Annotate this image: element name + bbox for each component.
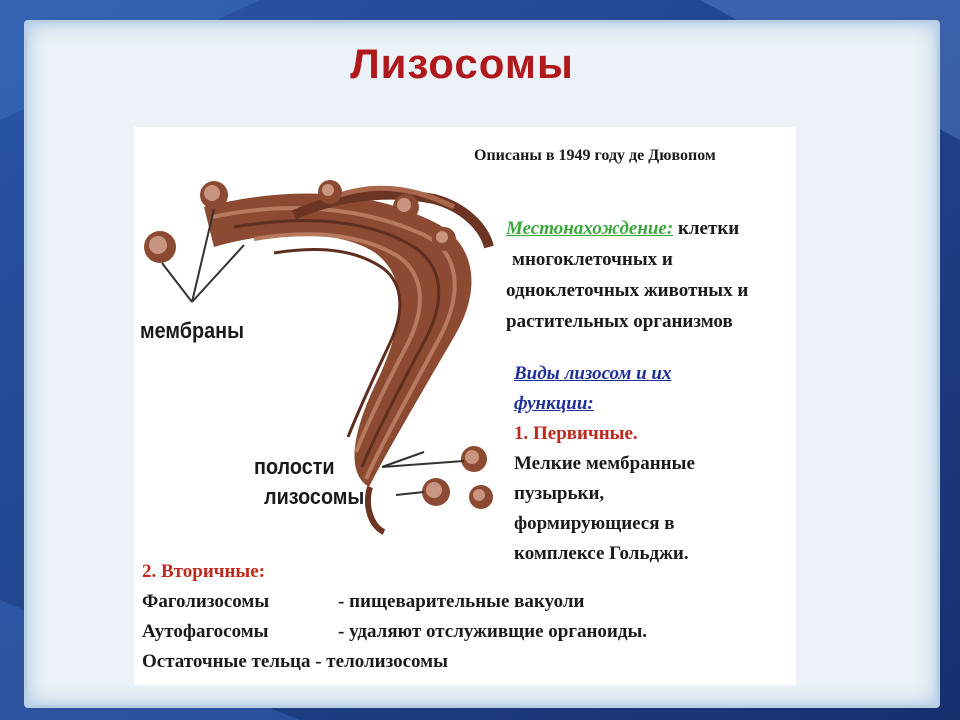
vesicle-icon (422, 478, 450, 506)
described-text: Описаны в 1949 году де Дювопом (474, 147, 716, 164)
label-cavities-line2: лизосомы (264, 484, 365, 509)
slide-title: Лизосомы (350, 40, 574, 87)
location-line4: растительных организмов (506, 311, 733, 332)
location-line3: одноклеточных животных и (506, 280, 749, 301)
secondary-row (142, 587, 585, 617)
vesicle-icon (461, 446, 487, 472)
label-membranes: мембраны (140, 318, 244, 343)
primary-line1: Мелкие мембранные (514, 453, 695, 474)
location-line1: клетки (673, 218, 740, 239)
vesicle-icon (144, 231, 176, 263)
vesicle-icon (318, 180, 342, 204)
secondary-block (142, 557, 648, 677)
vesicle-icon (432, 227, 456, 251)
types-heading-line2: функции: (514, 393, 594, 414)
secondary-row-name: Фаголизосомы (142, 591, 270, 612)
primary-line2: пузырьки, (514, 483, 605, 504)
secondary-last: Остаточные тельца - телолизосомы (142, 651, 448, 672)
primary-heading: 1. Первичные. (514, 423, 638, 444)
vesicle-icon (393, 194, 419, 220)
secondary-row-desc: - пищеварительные вакуоли (338, 591, 585, 612)
secondary-row (142, 617, 648, 647)
secondary-row-name: Аутофагосомы (142, 621, 269, 642)
label-cavities-line1: полости (254, 454, 335, 479)
primary-line3: формирующиеся в (514, 513, 675, 534)
secondary-row-desc: - удаляют отслуживщие органоиды. (338, 621, 648, 642)
location-heading: Местонахождение: (506, 218, 674, 239)
location-line2: многоклеточных и (512, 249, 673, 270)
types-block (514, 359, 695, 569)
vesicle-icon (200, 181, 228, 209)
types-heading-line1: Виды лизосом и их (514, 363, 672, 384)
secondary-heading: 2. Вторичные: (142, 561, 266, 582)
primary-line4: комплексе Гольджи. (514, 543, 689, 564)
content-panel (134, 127, 796, 685)
vesicle-icon (469, 485, 493, 509)
location-block (506, 213, 748, 337)
